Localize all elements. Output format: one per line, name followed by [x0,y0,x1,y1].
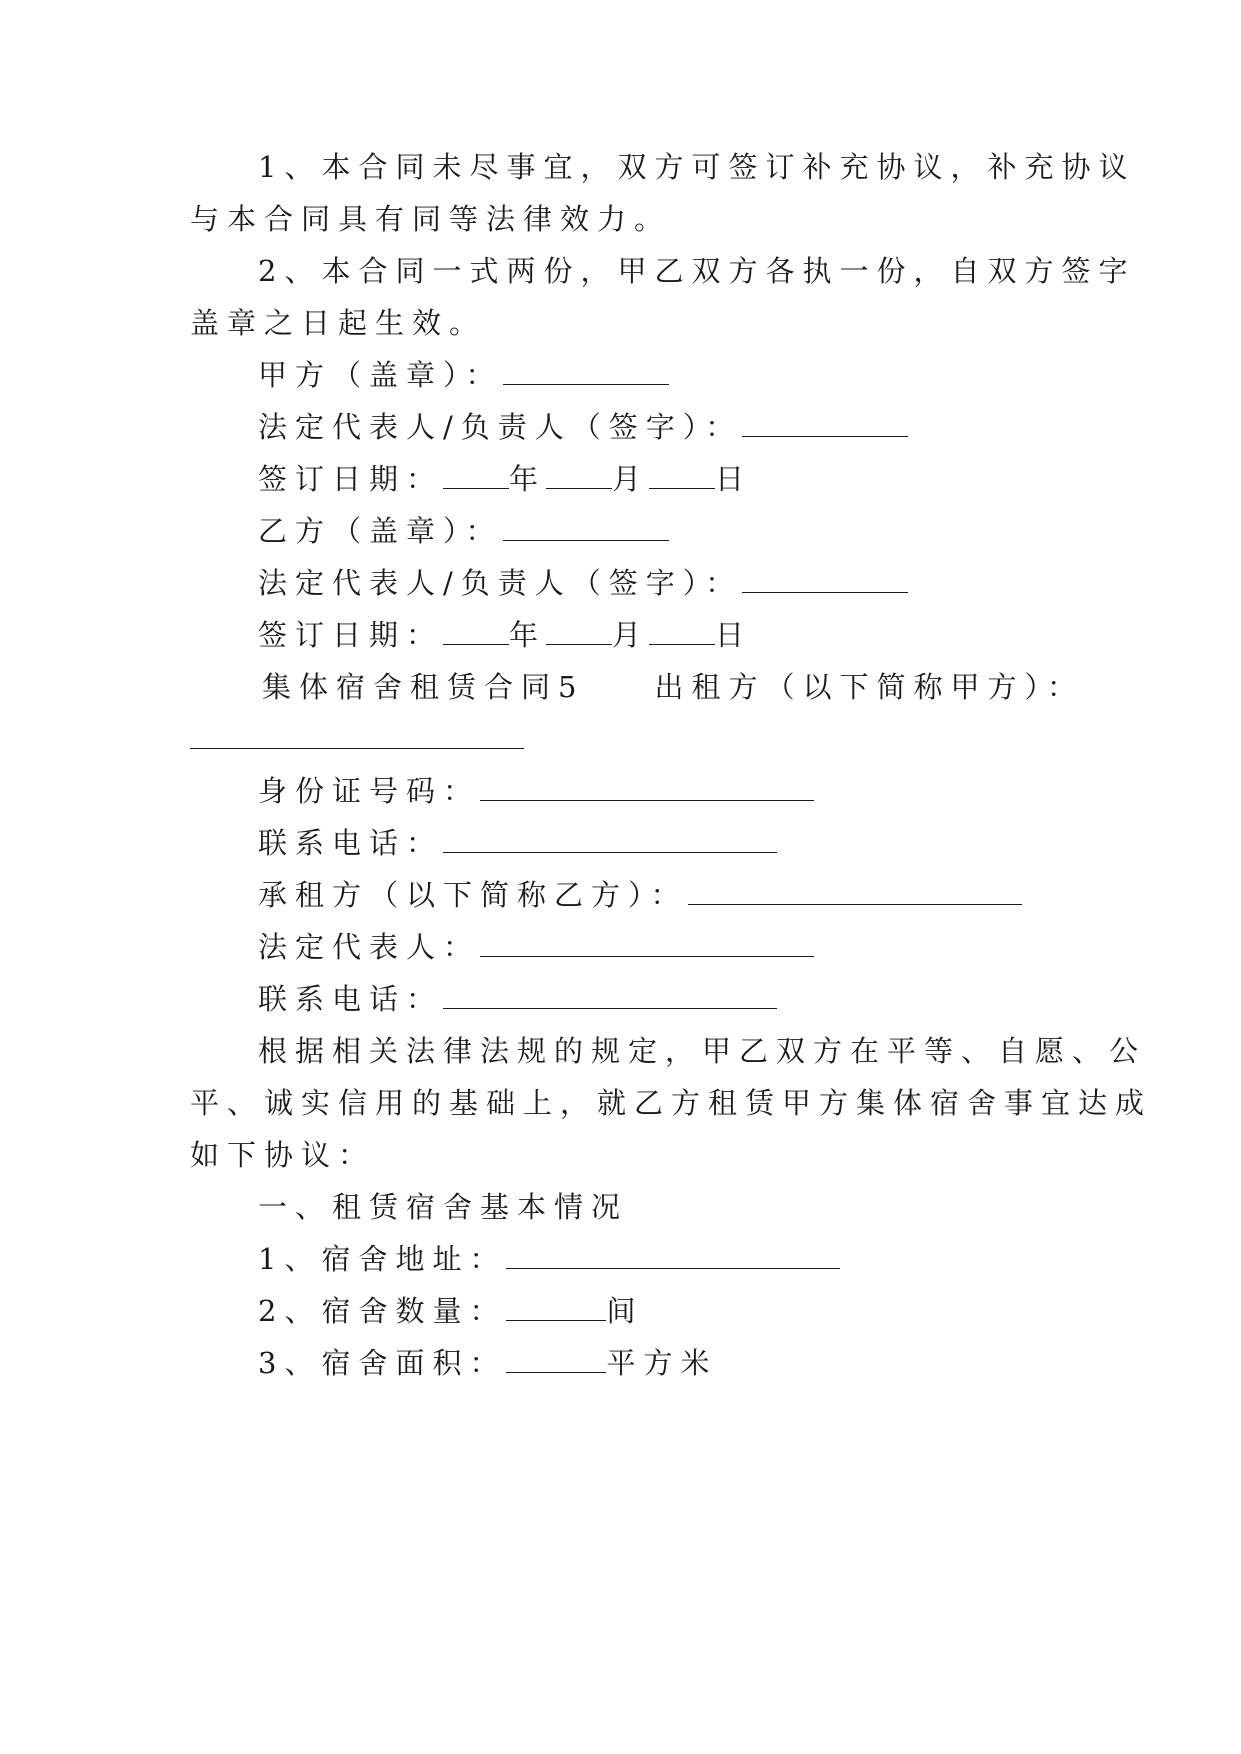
legal-rep-line: 法定代表人： [258,930,814,964]
party-b-seal-line: 乙方（盖章）： [258,514,669,548]
party-b-day-blank [649,618,715,645]
party-b-date-line: 签订日期： 年 月 日 [258,618,753,652]
contract-title: 集体宿舍租赁合同5 [262,670,585,704]
lessor-phone-line: 联系电话： [258,826,777,860]
clause-1-line-1: 1、本合同未尽事宜，双方可签订补充协议，补充协议 [258,150,1136,184]
party-a-rep-blank [742,410,908,437]
party-b-year-blank [443,618,509,645]
party-a-seal-blank [503,358,669,385]
party-a-rep-line: 法定代表人/负责人（签字）： [258,410,908,444]
party-b-month-blank [546,618,612,645]
section-1-title: 一、租赁宿舍基本情况 [258,1190,629,1224]
party-a-month-blank [546,462,612,489]
lessee-phone-blank [443,982,777,1009]
lessor-label: 出租方（以下简称甲方）： [654,670,1084,704]
id-number-line: 身份证号码： [258,774,814,808]
lessee-phone-line: 联系电话： [258,982,777,1016]
contract-5-heading-line [262,670,1084,704]
party-b-rep-blank [742,566,908,593]
dorm-address-line: 1、宿舍地址： [258,1242,840,1276]
lessee-line: 承租方（以下简称乙方）： [258,878,1022,912]
party-a-date-line: 签订日期： 年 月 日 [258,462,753,496]
clause-1-line-2: 与本合同具有同等法律效力。 [190,202,672,236]
party-a-year-blank [443,462,509,489]
clause-2-line-1: 2、本合同一式两份，甲乙双方各执一份，自双方签字 [258,254,1136,288]
party-b-seal-blank [503,514,669,541]
preamble-line-1: 根据相关法律法规的规定，甲乙双方在平等、自愿、公 [258,1034,1147,1068]
party-b-rep-line: 法定代表人/负责人（签字）： [258,566,908,600]
lessee-blank [688,878,1022,905]
lessor-name-line [190,722,524,756]
lessor-name-blank [190,722,524,749]
dorm-count-blank [506,1294,606,1321]
legal-rep-blank [480,930,814,957]
preamble-line-3: 如下协议： [190,1138,376,1172]
clause-2-line-2: 盖章之日起生效。 [190,306,487,340]
dorm-address-blank [506,1242,840,1269]
party-a-day-blank [649,462,715,489]
dorm-count-line: 2、宿舍数量： 间 [258,1294,644,1328]
preamble-line-2: 平、诚实信用的基础上，就乙方租赁甲方集体宿舍事宜达成 [190,1086,1153,1120]
party-a-seal-line: 甲方（盖章）： [258,358,669,392]
dorm-area-blank [506,1346,606,1373]
dorm-area-line: 3、宿舍面积： 平方米 [258,1346,718,1380]
id-number-blank [480,774,814,801]
lessor-phone-blank [443,826,777,853]
